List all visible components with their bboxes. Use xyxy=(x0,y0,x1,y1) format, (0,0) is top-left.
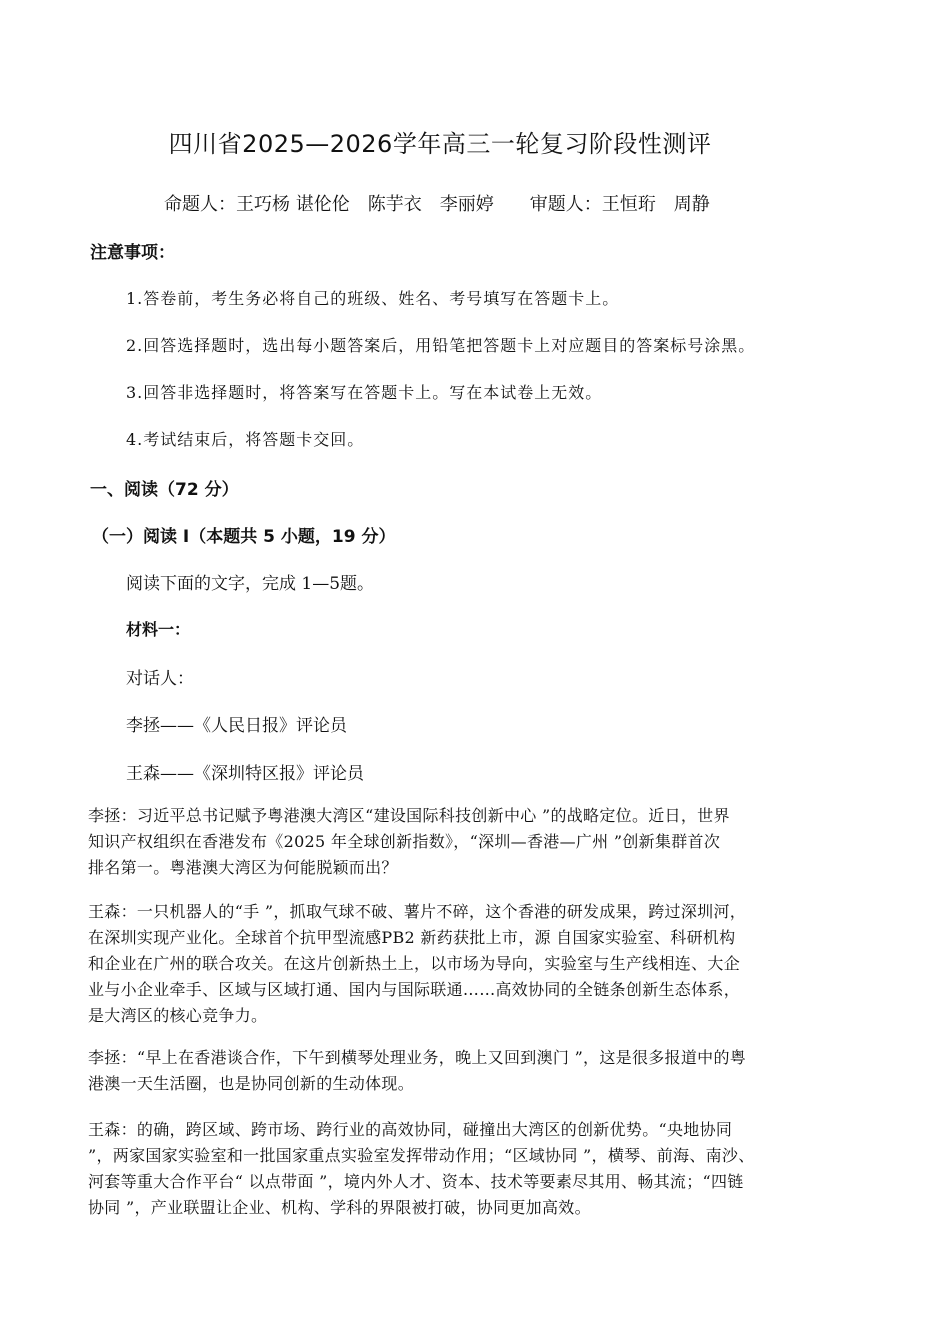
material-label: 材料一： xyxy=(126,620,191,639)
exam-title: 四川省2025—2026学年高三一轮复习阶段性测评 xyxy=(168,130,712,158)
instruction-text: 阅读下面的文字，完成 1—5题。 xyxy=(126,574,375,594)
notice-item: 3.回答非选择题时，将答案写在答题卡上。写在本试卷上无效。 xyxy=(126,383,603,402)
dialogue-paragraph xyxy=(88,803,868,881)
speaker-2: 王森——《深圳特区报》评论员 xyxy=(126,764,364,784)
notice-heading: 注意事项： xyxy=(90,243,175,263)
notice-item: 1.答卷前，考生务必将自己的班级、姓名、考号填写在答题卡上。 xyxy=(126,289,620,308)
paragraph-line: 王森：一只机器人的“手 ”，抓取气球不破、薯片不碎，这个香港的研发成果，跨过深圳河， xyxy=(88,902,747,921)
paragraph-line: 王森：的确，跨区域、跨市场、跨行业的高效协同，碰撞出大湾区的创新优势。“央地协同 xyxy=(88,1120,733,1139)
notice-item: 2.回答选择题时，选出每小题答案后，用铅笔把答题卡上对应题目的答案标号涂黑。 xyxy=(126,336,756,355)
speaker-1: 李拯——《人民日报》评论员 xyxy=(126,716,347,736)
paragraph-line: ”，两家国家实验室和一批国家重点实验室发挥带动作用；“区域协同 ”，横琴、前海、南沙、 xyxy=(88,1146,755,1165)
paragraph-line: 排名第一。粤港澳大湾区为何能脱颖而出？ xyxy=(88,858,398,877)
paragraph-line: 河套等重大合作平台“ 以点带面 ”，境内外人才、资本、技术等要素尽其用、畅其流；“四链 xyxy=(88,1172,744,1191)
dialogue-label: 对话人： xyxy=(126,669,194,689)
section-heading: 一、阅读（72 分） xyxy=(90,480,239,500)
paragraph-line: 和企业在广州的联合攻关。在这片创新热土上，以市场为导向，实验室与生产线相连、大企 xyxy=(88,954,741,973)
dialogue-paragraph xyxy=(88,1045,868,1097)
notice-item: 4.考试结束后，将答题卡交回。 xyxy=(126,430,365,449)
paragraph-line: 是大湾区的核心竞争力。 xyxy=(88,1006,268,1025)
dialogue-paragraph xyxy=(88,1117,868,1221)
paragraph-line: 港澳一天生活圈，也是协同创新的生动体现。 xyxy=(88,1074,415,1093)
paragraph-line: 李拯：“早上在香港谈合作，下午到横琴处理业务，晚上又回到澳门 ”，这是很多报道中的粤 xyxy=(88,1048,747,1067)
paragraph-line: 业与小企业牵手、区域与区域打通、国内与国际联通……高效协同的全链条创新生态体系， xyxy=(88,980,741,999)
subsection-heading: （一）阅读 Ⅰ（本题共 5 小题，19 分） xyxy=(92,527,396,547)
paragraph-line: 在深圳实现产业化。全球首个抗甲型流感PB2 新药获批上市，源 自国家实验室、科研机构 xyxy=(88,928,736,947)
paragraph-line: 协同 ”，产业联盟让企业、机构、学科的界限被打破，协同更加高效。 xyxy=(88,1198,591,1217)
authors-line: 命题人：王巧杨 谌伦伦 陈芋衣 李丽婷 审题人：王恒珩 周静 xyxy=(164,194,710,215)
paragraph-line: 知识产权组织在香港发布《2025 年全球创新指数》，“深圳—香港—广州 ”创新集群首次 xyxy=(88,832,721,851)
dialogue-paragraph xyxy=(88,899,868,1029)
paragraph-line: 李拯：习近平总书记赋予粤港澳大湾区“建设国际科技创新中心 ”的战略定位。近日，世界 xyxy=(88,806,730,825)
